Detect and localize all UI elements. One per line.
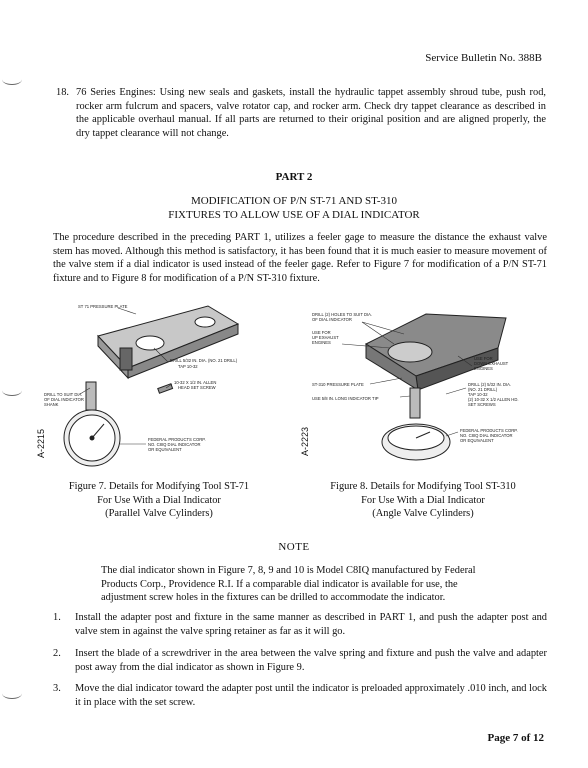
punch-mark xyxy=(2,74,22,85)
label-screw: HEAD SET SCREW xyxy=(178,385,216,390)
label-use-up: USE FOR xyxy=(312,330,331,335)
label-federal: NO. C8IQ DIAL INDICATOR xyxy=(148,442,201,447)
pressure-plate xyxy=(366,314,506,390)
label-federal: NO. C8IQ DIAL INDICATOR xyxy=(460,433,513,438)
label-drill-holes: DRILL (2) HOLES TO SUIT DIA. xyxy=(312,312,373,317)
label-federal: FEDERAL PRODUCTS CORP. xyxy=(148,437,206,442)
dial-indicator xyxy=(382,388,450,460)
part-label: PART 2 xyxy=(275,171,313,183)
punch-mark xyxy=(2,688,22,699)
label-drill: DRILL (2) 5/32 IN. DIA. xyxy=(468,382,512,387)
label-tip: USE 5/8 IN. LONG INDICATOR TIP xyxy=(312,396,379,401)
label-use-up: UP EXHAUST xyxy=(312,335,339,340)
caption-line: For Use With a Dial Indicator xyxy=(361,494,485,506)
label-drill: TAP 10-32 xyxy=(468,392,488,397)
caption-line: (Angle Valve Cylinders) xyxy=(372,508,474,520)
list-number: 3. xyxy=(53,683,61,694)
intro-paragraph: The procedure described in the preceding PART 1, utilizes a feeler gage to measure the distance the exhaust valve stem has moved. Although this method is satisfactory, it has been found that it is much easier to measure movement of the valve stem if a dial indicator is used instead of the feeler gage. Refer to Figure 7 for modification of a P/N ST-71 fixture and to Figure 8 for modification of a P/N ST-310 fixture. xyxy=(53,232,547,284)
label-federal: OR EQUIVALENT xyxy=(460,438,494,443)
label-drill-suit: SHANK xyxy=(44,402,59,407)
caption-line: Figure 7. Details for Modifying Tool ST-71 xyxy=(68,481,250,492)
figure-8-id: A-2223 xyxy=(300,426,310,456)
label-drill-suit: OF DIAL INDICATOR xyxy=(44,397,84,402)
figure-7-caption xyxy=(54,480,264,521)
step-text: 76 Series Engines: Using new seals and gaskets, install the hydraulic tappet assembly shroud tube, push rod, rocker arm fulcrum and spacers, valve rotator cap, and rocker arm. Check dry tappet clearance as described in the applicable overhaul manual. If all parts are returned to their original position and are aligned properly, the dry tappet clearance will not change. xyxy=(76,87,546,139)
page-number: Page 7 of 12 xyxy=(487,732,544,744)
label-drill: (NO. 21 DRILL) xyxy=(468,387,498,392)
figure-8-illustration xyxy=(306,304,556,472)
label-federal: OR EQUIVALENT xyxy=(148,447,182,452)
figure-7-illustration xyxy=(40,298,300,468)
label-use-down: USE FOR xyxy=(474,356,493,361)
list-item xyxy=(53,611,547,638)
part-title xyxy=(0,194,588,222)
caption-line: Figure 8. Details for Modifying Tool ST-310 xyxy=(330,481,516,492)
label-plate: ST-310 PRESSURE PLATE xyxy=(312,382,364,387)
note-body: The dial indicator shown in Figure 7, 8, 9 and 10 is Model C8IQ manufactured by Federal Products Corp., Providence R.I. If a comparable dial indicator is available for use, the adjustment screw holes in the fixtures can be drilled to accommodate the indicator. xyxy=(101,565,476,604)
part-title-line: FIXTURES TO ALLOW USE OF A DIAL INDICATOR xyxy=(168,209,420,221)
step-number: 18. xyxy=(56,87,69,98)
list-text: Move the dial indicator toward the adapter post until the indicator is preloaded approximately .010 inch, and lock it in place with the set screw. xyxy=(75,683,547,708)
label-drill-holes: OF DIAL INDICATOR xyxy=(312,317,352,322)
label-drill: SET SCREWS xyxy=(468,402,496,407)
caption-line: For Use With a Dial Indicator xyxy=(97,494,221,506)
label-plate: ST 71 PRESSURE PLATE xyxy=(78,304,128,309)
label-federal: FEDERAL PRODUCTS CORP. xyxy=(460,428,518,433)
list-text: Insert the blade of a screwdriver in the area between the valve spring and fixture and push the valve and adapter post away from the dial indicator as shown in Figure 9. xyxy=(75,648,547,673)
figure-8-caption xyxy=(318,480,528,521)
label-use-down: DOWN EXHAUST xyxy=(474,361,509,366)
step-18 xyxy=(56,86,546,140)
figure-7-id: A-2215 xyxy=(36,428,46,458)
label-use-up: ENGINES xyxy=(312,340,331,345)
label-use-down: ENGINES xyxy=(474,366,493,371)
list-item xyxy=(53,682,547,709)
list-text: Install the adapter post and fixture in the same manner as described in PART 1, and push the adapter post and valve stem in against the valve spring retainer as far as it will go. xyxy=(75,612,547,637)
part-title-line: MODIFICATION OF P/N ST-71 AND ST-310 xyxy=(190,195,398,207)
label-drill: (2) 10-32 X 1/2 ALLEN HD. xyxy=(468,397,519,402)
label-drill: DRILL 5/32 IN. DIA. (NO. 21 DRILL) xyxy=(170,358,238,363)
list-number: 1. xyxy=(53,612,61,623)
label-drill-suit: DRILL TO SUIT DIA. xyxy=(44,392,83,397)
pressure-plate xyxy=(98,306,238,378)
list-number: 2. xyxy=(53,648,61,659)
label-tap: TAP 10-32 xyxy=(178,364,198,369)
punch-mark xyxy=(2,385,22,396)
caption-line: (Parallel Valve Cylinders) xyxy=(105,508,213,520)
label-screw: 10-32 X 1/2 IN. ALLEN xyxy=(174,380,217,385)
bulletin-number: Service Bulletin No. 388B xyxy=(425,52,542,64)
note-heading: NOTE xyxy=(278,541,310,553)
list-item xyxy=(53,647,547,674)
